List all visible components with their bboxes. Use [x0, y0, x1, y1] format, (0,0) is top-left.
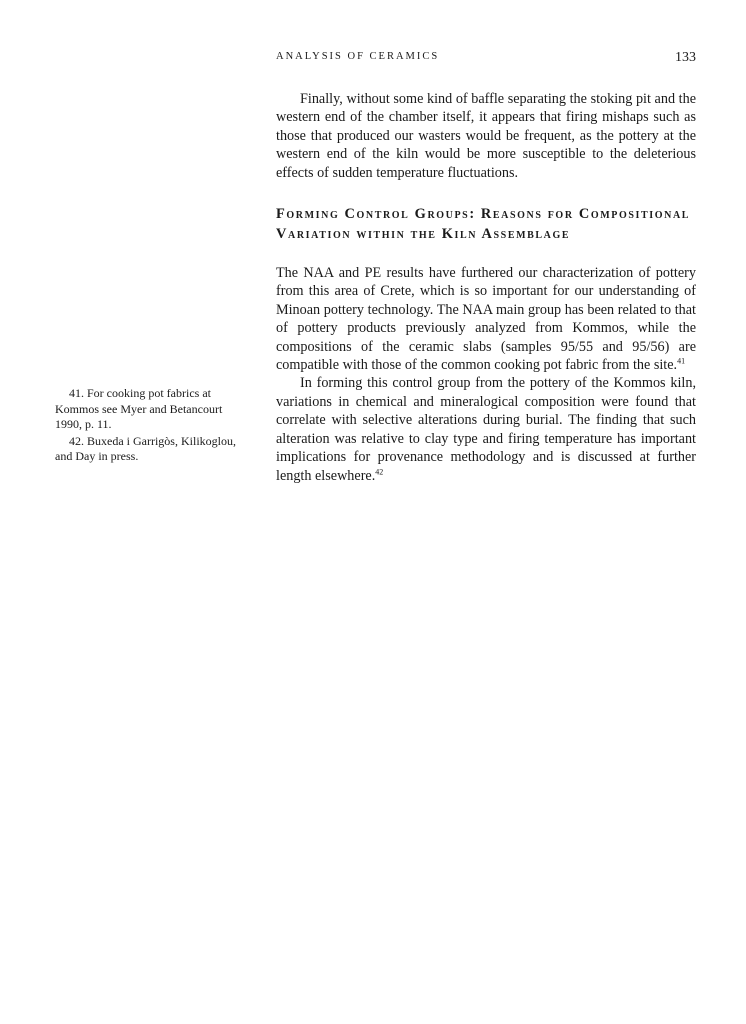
- footnote: 41. For cooking pot fabrics at Kommos see Myer and Betancourt 1990, p. 11.: [55, 386, 223, 432]
- footnote: 42. Buxeda i Garrigòs, Kilikoglou, and Day in press.: [55, 433, 236, 464]
- running-title: ANALYSIS OF CERAMICS: [276, 51, 440, 62]
- page-number: 133: [675, 50, 696, 65]
- running-head: [276, 51, 696, 69]
- footnotes-column: [55, 386, 245, 466]
- section-heading: Forming Control Groups: Reasons for Compositional Variation within the Kiln Assemblage: [276, 206, 691, 243]
- body-paragraph: [276, 374, 696, 484]
- paragraph-text: The NAA and PE results have furthered our characterization of pottery from this area of Crete, which is so important for our understanding of Minoan pottery technology. The NAA main group has been related to that of pottery products previously analyzed from Kommos, while the compositions of the ceramic slabs (samples 95/55 and 95/56) are compatible with those of the common cooking pot fabric from the site.: [276, 265, 696, 374]
- main-text-column: [276, 90, 696, 485]
- body-paragraph: Finally, without some kind of baffle separating the stoking pit and the western end of the chamber itself, it appears that firing mishaps such as those that produced our wasters would be frequent, as the pottery at the western end of the kiln would be more susceptible to the deleterious effects of sudden temperature fluctuations.: [276, 91, 696, 181]
- footnote-ref: 42: [375, 466, 384, 476]
- footnote-ref: 41: [677, 356, 686, 366]
- body-paragraph: [276, 264, 696, 374]
- paragraph-text: In forming this control group from the pottery of the Kommos kiln, variations in chemical and mineralogical composition were found that correlate with selective alterations during burial. The finding that such alteration was relative to clay type and firing temperature has important implications for provenance methodology and is discussed at further length elsewhere.: [276, 375, 696, 484]
